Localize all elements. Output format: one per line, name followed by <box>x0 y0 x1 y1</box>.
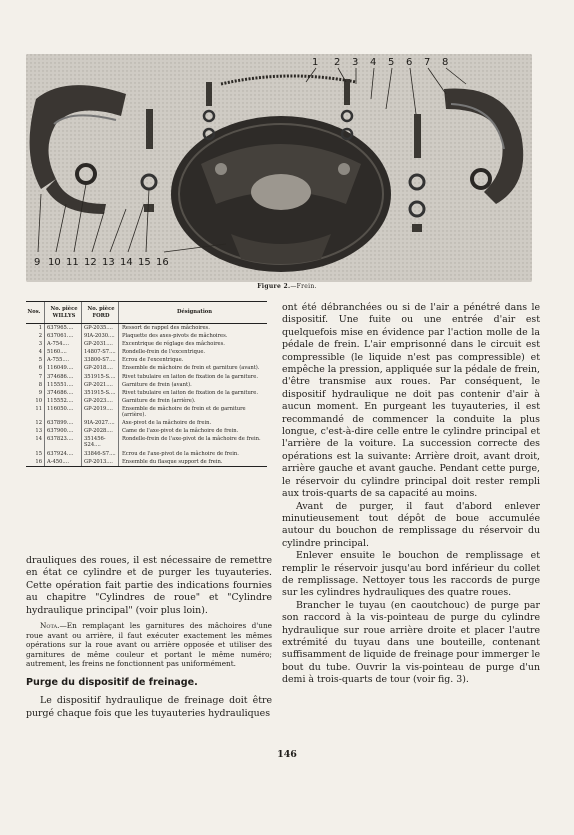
row-designation: Rivet tubulaire en laiton de fixation de la garniture. <box>118 389 267 397</box>
row-no: 2 <box>38 333 42 340</box>
table-row <box>26 458 267 466</box>
table-row <box>26 332 267 340</box>
svg-text:8: 8 <box>442 57 449 68</box>
right-paragraph-4: Brancher le tuyau (en caoutchouc) de purge par son raccord à la vis-pointeau de purge du cylindre hydraulique sur roue arrière droite et placer l'autre extrémité du tuyau dans une bouteille, contenant suffisamment de liquide de freinage pour immerger le bout du tube. Ouvrir la vis-pointeau de purge d'un demi à trois-quarts de tour (voir fig. 3). <box>282 599 540 686</box>
note-label: Nota. <box>40 621 60 631</box>
table-row <box>26 324 267 332</box>
left-paragraph-2: Le dispositif hydraulique de freinage doit être purgé chaque fois que les tuyauteries hydrauliques <box>26 695 272 719</box>
row-ford: GP-2023.... <box>81 397 118 405</box>
row-willys: 637965.... <box>44 324 81 332</box>
row-designation: Rondelle-frein de l'axe-pivot de la mâchoire de frein. <box>118 435 267 449</box>
row-willys: 637924.... <box>44 450 81 458</box>
row-ford: 9IA-2030.... <box>81 332 118 340</box>
row-designation: Ensemble du flasque support de frein. <box>118 458 267 466</box>
row-designation: Ecrou de l'axe-pivot de la mâchoire de frein. <box>118 450 267 458</box>
svg-text:12: 12 <box>84 257 97 268</box>
svg-text:6: 6 <box>406 57 413 68</box>
row-ford: GP-2021.... <box>81 381 118 389</box>
row-no: 8 <box>38 381 42 388</box>
row-ford: GP-2028.... <box>81 427 118 435</box>
table-row <box>26 405 267 419</box>
table-row <box>26 389 267 397</box>
row-willys: 637823.... <box>44 435 81 449</box>
row-designation: Ensemble de mâchoire de frein et de garniture (arrière). <box>118 405 267 419</box>
header-no: Nos. <box>27 309 41 316</box>
row-no: 5 <box>38 357 42 364</box>
row-willys: 5160.... <box>44 348 81 356</box>
right-paragraph-3: Enlever ensuite le bouchon de remplissage et remplir le réservoir jusqu'au bord inférieur du collet de remplissage. Nettoyer tous les raccords de purge sur les cylindres hydrauliques des quatre roues. <box>282 550 540 599</box>
row-willys: A-755.... <box>44 356 81 364</box>
table-row <box>26 340 267 348</box>
row-designation: Ecrou de l'excentrique. <box>118 356 267 364</box>
row-no: 10 <box>35 397 42 404</box>
row-ford: GP-2018.... <box>81 364 118 372</box>
row-designation: Garniture de frein (arrière). <box>118 397 267 405</box>
row-designation: Ensemble de mâchoire de frein et garniture (avant). <box>118 364 267 372</box>
row-no: 9 <box>38 389 42 396</box>
note-paragraph <box>26 621 272 669</box>
header-ford: No. pièce FORD <box>81 302 118 323</box>
row-willys: 116050.... <box>44 405 81 419</box>
left-text-column <box>26 555 272 720</box>
row-ford: 351456-S24.... <box>81 435 118 449</box>
row-ford: GP-2035.... <box>81 324 118 332</box>
header-willys: No. pièce WILLYS <box>44 302 81 323</box>
bottom-number-labels <box>34 257 169 268</box>
table-row <box>26 381 267 389</box>
brake-exploded-figure <box>26 54 532 282</box>
svg-text:3: 3 <box>352 57 359 68</box>
row-willys: A-450.... <box>44 458 81 466</box>
row-no: 4 <box>38 349 42 356</box>
right-paragraph-1: ont été débranchées ou si de l'air a pénétré dans le dispositif. Une fuite ou une entrée d'air est quelquefois mise en évidence par l'action molle de la pédale de frein. L'air emprisonné dans le circuit est compressible (le liquide n'est pas compressible) et empêche la pression, appliquée sur la pédale de frein, d'être transmise aux roues. Par conséquent, le dispositif hydraulique ne doit pas contenir d'air à aucun moment. En purgeant les tuyauteries, il est recommandé de commencer la conduite la plus longue, c'est-à-dire celle entre le cylindre principal et l'arrière de la voiture. La succession correcte des opérations est la suivante: Arrière droit, avant droit, arrière gauche et avant gauche. Pendant cette purge, le réservoir du cylindre principal doit rester rempli aux trois-quarts de sa capacité au moins. <box>282 302 540 500</box>
table-row <box>26 419 267 427</box>
svg-text:2: 2 <box>334 57 341 68</box>
row-no: 7 <box>38 373 42 380</box>
right-text-column <box>282 302 540 687</box>
row-ford: 351915-S.... <box>81 373 118 381</box>
table-row <box>26 348 267 356</box>
table-row <box>26 435 267 449</box>
row-designation: Axe-pivot de la mâchoire de frein. <box>118 419 267 427</box>
row-willys: 115552.... <box>44 397 81 405</box>
row-ford: 9IA-2027.... <box>81 419 118 427</box>
row-no: 12 <box>35 420 42 427</box>
row-ford: GP-2013.... <box>81 458 118 466</box>
table-row <box>26 373 267 381</box>
row-designation: Garniture de frein (avant). <box>118 381 267 389</box>
svg-text:4: 4 <box>370 57 377 68</box>
svg-text:10: 10 <box>48 257 61 268</box>
row-willys: 116049.... <box>44 364 81 372</box>
row-no: 11 <box>35 405 42 412</box>
svg-text:9: 9 <box>34 257 41 268</box>
table-row <box>26 364 267 372</box>
row-designation: Excentrique de réglage des mâchoires. <box>118 340 267 348</box>
table-row <box>26 450 267 458</box>
svg-text:7: 7 <box>424 57 431 68</box>
figure-caption-prefix: Figure 2. <box>257 283 291 290</box>
section-title: Purge du dispositif de freinage. <box>26 677 198 688</box>
row-willys: 637061.... <box>44 332 81 340</box>
table-row <box>26 356 267 364</box>
row-willys: 115551.... <box>44 381 81 389</box>
row-ford: 33800-S7.... <box>81 356 118 364</box>
page-number: 146 <box>277 749 297 760</box>
row-ford: 33846-S7.... <box>81 450 118 458</box>
row-no: 15 <box>35 450 42 457</box>
row-willys: 374686.... <box>44 373 81 381</box>
right-paragraph-2: Avant de purger, il faut d'abord enlever minutieusement tout dépôt de boue accumulée autour du bouchon de remplissage du réservoir du cylindre principal. <box>282 500 540 549</box>
row-ford: 14807-S7.... <box>81 348 118 356</box>
table-row <box>26 427 267 435</box>
note-text: —En remplaçant les garnitures des mâchoires d'une roue avant ou arrière, il faut exécuter exactement les mêmes opérations sur la roue avant ou arrière opposée et utiliser des garnitures de même couleur et portant le même numéro; autrement, les freins ne fonctionnent pas uniformément. <box>26 621 272 669</box>
row-willys: 637900.... <box>44 427 81 435</box>
table-row <box>26 397 267 405</box>
row-no: 16 <box>35 458 42 465</box>
row-no: 14 <box>35 436 42 443</box>
row-ford: 351915-S.... <box>81 389 118 397</box>
row-no: 13 <box>35 428 42 435</box>
figure-caption-text: —Frein. <box>290 283 317 290</box>
figure-caption <box>0 283 574 290</box>
svg-text:1: 1 <box>312 57 319 68</box>
brake-parts-illustration <box>26 54 532 282</box>
parts-table-body <box>26 324 267 467</box>
parts-table <box>26 301 267 467</box>
row-ford: GP-2031.... <box>81 340 118 348</box>
row-willys: 637899.... <box>44 419 81 427</box>
row-designation: Plaquette des axes-pivots de mâchoires. <box>118 332 267 340</box>
header-designation: Désignation <box>118 302 267 323</box>
row-designation: Ressort de rappel des mâchoires. <box>118 324 267 332</box>
row-willys: 374686.... <box>44 389 81 397</box>
svg-text:14: 14 <box>120 257 133 268</box>
parts-table-header <box>26 301 267 324</box>
row-designation: Came de l'axe-pivot de la mâchoire de frein. <box>118 427 267 435</box>
row-designation: Rivet tubulaire en laiton de fixation de la garniture. <box>118 373 267 381</box>
svg-text:16: 16 <box>156 257 169 268</box>
svg-text:13: 13 <box>102 257 115 268</box>
left-paragraph-1: drauliques des roues, il est nécessaire de remettre en état ce cylindre et de purger les tuyauteries. Cette opération fait partie des indications fournies au chapitre "Cylindres de roue" et "Cylindre hydraulique principal" (voir plus loin). <box>26 555 272 616</box>
row-ford: GP-2019.... <box>81 405 118 419</box>
svg-text:11: 11 <box>66 257 79 268</box>
svg-text:15: 15 <box>138 257 151 268</box>
row-designation: Rondelle-frein de l'excentrique. <box>118 348 267 356</box>
row-no: 1 <box>38 325 42 331</box>
row-no: 3 <box>38 341 42 348</box>
svg-text:5: 5 <box>388 57 395 68</box>
row-no: 6 <box>38 365 42 372</box>
row-willys: A-754.... <box>44 340 81 348</box>
